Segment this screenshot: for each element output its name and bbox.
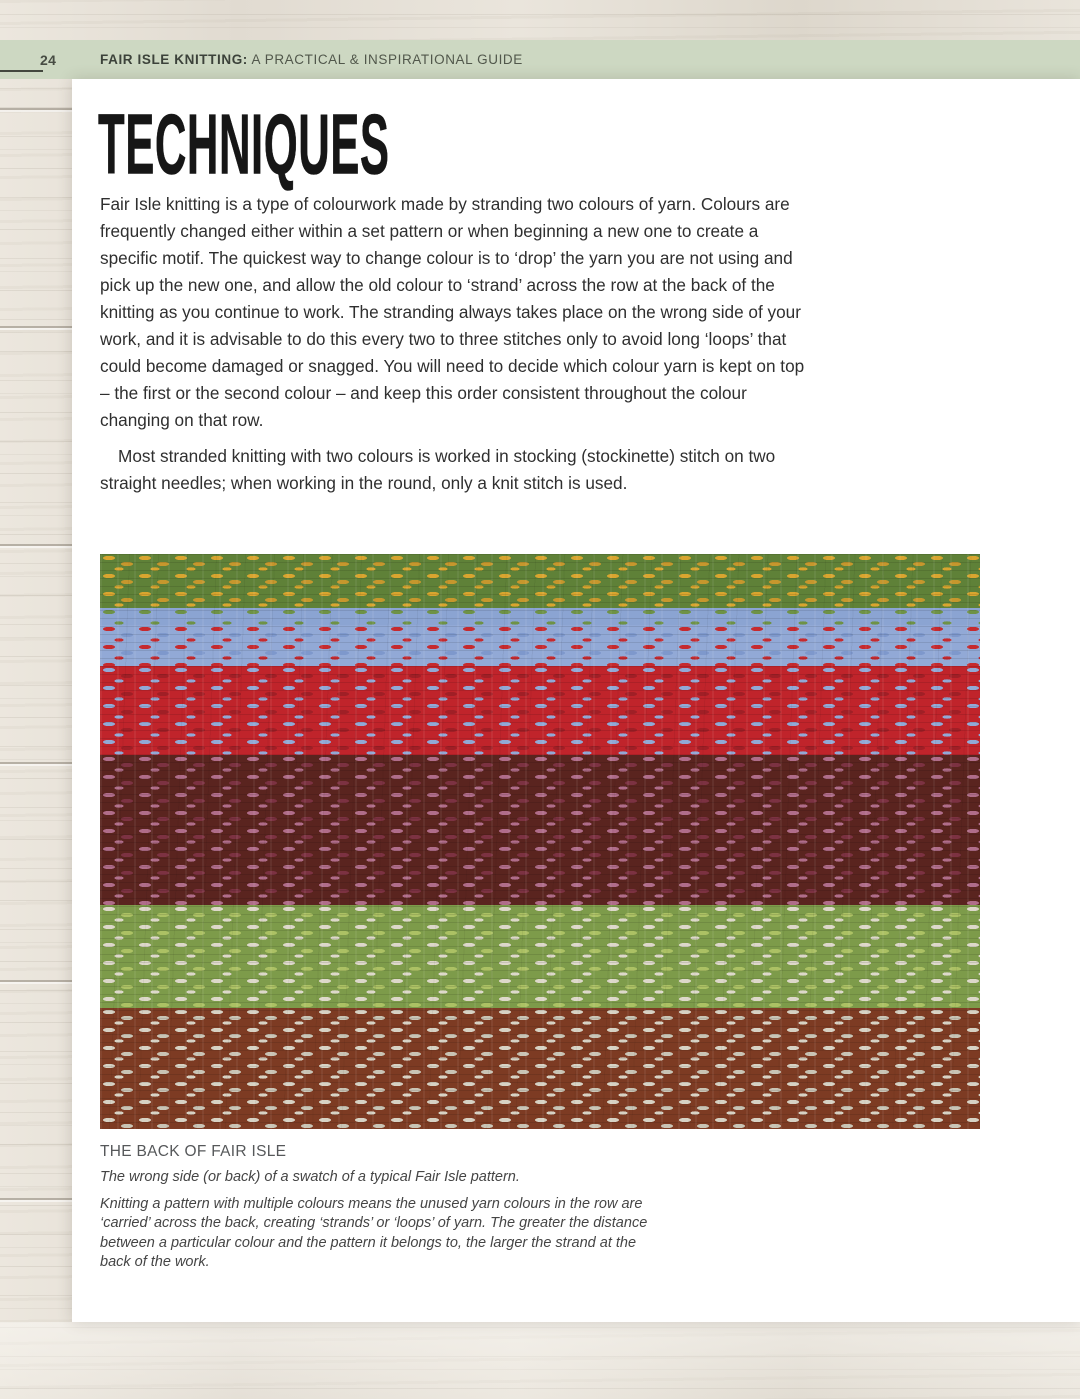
yarn-band-blue-transition [100, 608, 980, 625]
page-number: 24 [40, 51, 57, 68]
running-header-subtitle: A PRACTICAL & INSPIRATIONAL GUIDE [247, 52, 523, 67]
yarn-band-maroon-pink [100, 755, 980, 905]
yarn-band-green-cream [100, 905, 980, 1008]
yarn-band-green-mustard [100, 554, 980, 608]
running-header-book-title: FAIR ISLE KNITTING: [100, 52, 248, 67]
caption-title: THE BACK OF FAIR ISLE [100, 1143, 287, 1160]
caption-body: Knitting a pattern with multiple colours means the unused yarn colours in the row are ‘carried’ across the back, creating ‘strands’ or ‘loops’ of yarn. The greater the distance between a particular colour and the pattern it belongs to, the larger the strand at the back of the work. [100, 1195, 648, 1270]
body-paragraph-2: Most stranded knitting with two colours is worked in stocking (stockinette) stitch on two straight needles; when working in the round, only a knit stitch is used. [100, 446, 776, 493]
page-sheet [72, 79, 1080, 1322]
figure-caption [100, 1143, 680, 1273]
body-paragraph-1: Fair Isle knitting is a type of colourwork made by stranding two colours of yarn. Colours are frequently changed either within a set pattern or when beginning a new one to create a specific motif. The quickest way to change colour is to ‘drop’ the yarn you are not using and pick up the new one, and allow the old colour to ‘strand’ across the row at the back of the knitting as you continue to work. The stranding always takes place on the wrong side of your work, and it is advisable to do this every two to three stitches only to avoid long ‘loops’ that could become damaged or snagged. You will need to decide which colour yarn is kept on top – the first or the second colour – and keep this order consistent throughout the colour changing on that row. [100, 194, 805, 430]
page-title: TECHNIQUES [98, 95, 390, 192]
running-header [100, 40, 523, 79]
yarn-band-red-blue [100, 666, 980, 756]
fairisle-photo [100, 554, 980, 1129]
header-bar [0, 40, 1080, 79]
wood-bottom-strip [0, 1322, 1080, 1399]
caption-lead: The wrong side (or back) of a swatch of a typical Fair Isle pattern. [100, 1169, 520, 1185]
body-copy [100, 191, 814, 497]
yarn-band-blue-top [100, 625, 980, 665]
yarn-band-brown-cream [100, 1008, 980, 1129]
page-number-underline [0, 70, 43, 72]
